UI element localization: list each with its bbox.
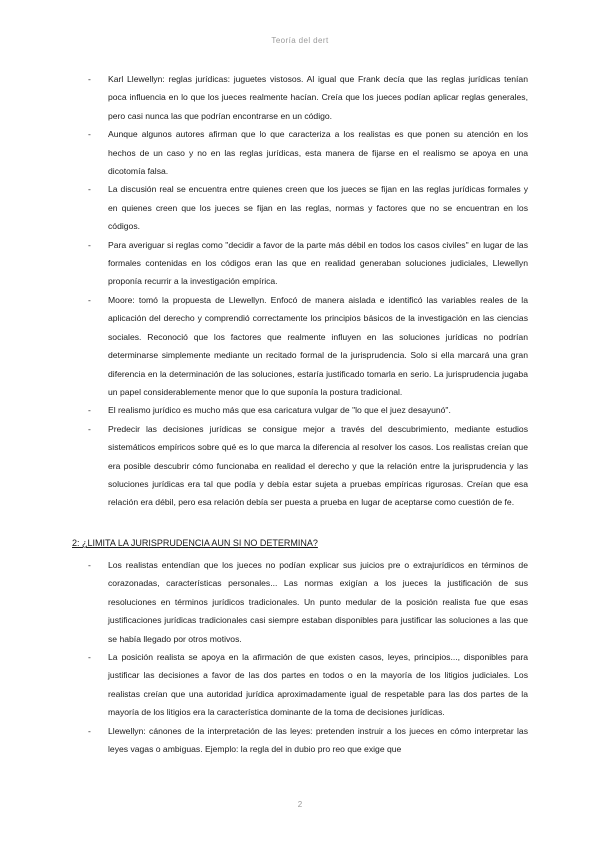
list-item	[88, 420, 528, 512]
section-1-body	[88, 70, 528, 512]
section-2-list	[88, 556, 528, 758]
bullet-dash: -	[88, 560, 91, 570]
section-2-body	[88, 556, 528, 758]
list-item	[88, 125, 528, 180]
bullet-dash: -	[88, 74, 91, 84]
bullet-dash: -	[88, 725, 91, 736]
list-item	[88, 236, 528, 291]
list-item	[88, 401, 528, 419]
list-item	[88, 70, 528, 125]
list-item-text: Karl Llewellyn: reglas jurídicas: juguetes vistosos. Al igual que Frank decía que las reglas jurídicas tenían poca influencia en lo que los jueces realmente hacían. Creía que los jueces podían aplicar reglas generales, pero casi nunca las que podrían encontrarse en un código.	[108, 74, 528, 121]
list-item-text: Moore: tomó la propuesta de Llewellyn. Enfocó de manera aislada e identificó las variables reales de la aplicación del derecho y comprendió correctamente los principios básicos de la investigación en las ciencias sociales. Reconoció que los factores que realmente influyen en las soluciones jurídicas no podrían determinarse simplemente mediante un recitado formal de la jurisprudencia. Solo si ella marcará una gran diferencia en la determinación de las soluciones, estaría justificado tomarla en serio. La jurisprudencia jugaba un papel considerablemente menor que lo que suponía la postura tradicional.	[108, 294, 528, 397]
bullet-dash: -	[88, 652, 91, 663]
section-2-heading: 2: ¿LIMITA LA JURISPRUDENCIA AUN SI NO DETERMINA?	[72, 538, 318, 548]
bullet-dash: -	[88, 129, 91, 140]
bullet-dash: -	[88, 239, 91, 250]
running-header: Teoría del dert	[271, 36, 329, 45]
list-item	[88, 291, 528, 401]
list-item-text: Para averiguar si reglas como "decidir a favor de la parte más débil en todos los casos civiles" en lugar de las formales contenidas en los códigos eran las que en realidad generaban soluciones judiciales, Llewellyn proponía recurrir a la investigación empírica.	[108, 239, 528, 287]
list-item-text: Llewellyn: cánones de la interpretación de las leyes: pretenden instruir a los jueces en cómo interpretar las leyes vagas o ambiguas. Ejemplo: la regla del in dubio pro reo que exige que	[108, 725, 528, 755]
list-item	[88, 648, 528, 722]
list-item-text: La posición realista se apoya en la afirmación de que existen casos, leyes, principios..., disponibles para justificar las decisiones a favor de las dos partes en todos o en la mayoría de los litigios judiciales. Los realistas creían que una autoridad jurídica aproximadamente igual de respetable para las dos partes de la mayoría de los litigios era la característica dominante de la toma de decisiones jurídicas.	[108, 652, 528, 718]
bullet-dash: -	[88, 405, 91, 416]
bullet-dash: -	[88, 294, 91, 305]
bullet-dash: -	[88, 184, 91, 195]
list-item-text: Los realistas entendían que los jueces no podían explicar sus juicios pre o extrajurídicos en términos de corazonadas, características personales... Las normas exigían a los jueces la justificación de sus resoluciones en términos jurídicos tradicionales. Un punto medular de la posición realista fue que esas justificaciones jurídicas tradicionales casi siempre estaban disponibles para justificar las soluciones a las que se había llegado por otros motivos.	[108, 560, 528, 644]
section-1-list	[88, 70, 528, 512]
list-item	[88, 180, 528, 235]
list-item-text: El realismo jurídico es mucho más que esa caricatura vulgar de "lo que el juez desayunó".	[108, 405, 451, 416]
list-item	[88, 556, 528, 648]
page-number: 2	[297, 800, 303, 809]
list-item-text: Predecir las decisiones jurídicas se consigue mejor a través del descubrimiento, mediante estudios sistemáticos empíricos sobre qué es lo que marca la diferencia al resolver los casos. Los realistas creían que era posible descubrir cómo funcionaba en realidad el derecho y que la relación entre la jurisprudencia y las soluciones jurídicas era tal que podía y debía estar sujeta a pruebas empíricas rigurosas. Creían que esa relación era débil, pero esa relación debía ser puesta a prueba en lugar de aceptarse como cuestión de fe.	[108, 423, 528, 508]
list-item-text: Aunque algunos autores afirman que lo que caracteriza a los realistas es que ponen su atención en los hechos de un caso y no en las reglas jurídicas, esta manera de fijarse en el realismo se apoya en una dicotomía falsa.	[108, 129, 528, 177]
bullet-dash: -	[88, 423, 91, 434]
list-item	[88, 722, 528, 759]
list-item-text: La discusión real se encuentra entre quienes creen que los jueces se fijan en las reglas jurídicas formales y en quienes creen que los jueces se fijan en las reglas, normas y factores que no se encuentran en los códigos.	[108, 184, 528, 232]
